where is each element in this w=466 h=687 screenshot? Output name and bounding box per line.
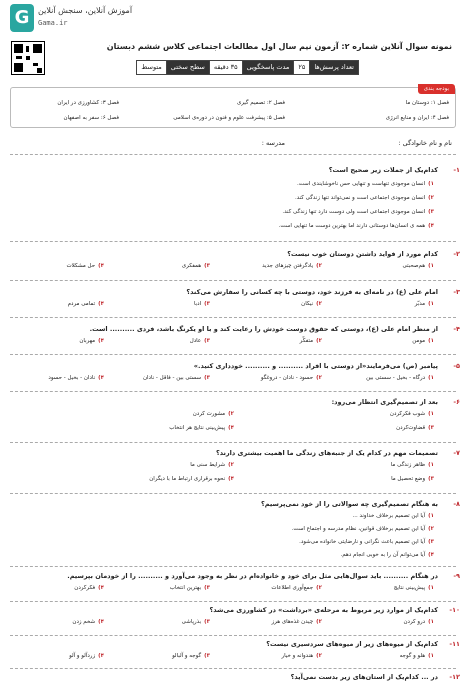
question-6 bbox=[10, 398, 460, 438]
divider bbox=[10, 635, 456, 636]
question-text: از منظر امام علی (ع)، دوستی که حقوق دوست خودش را رعایت کند و با او یکرنگ باشد، فردی .......... است. bbox=[89, 325, 438, 333]
question-5 bbox=[10, 362, 460, 387]
option-4[interactable]: ۴)شخم زدن bbox=[72, 619, 104, 625]
name-label: نام و نام خانوادگی : bbox=[398, 139, 452, 147]
question-9 bbox=[10, 572, 460, 597]
stat-duration-label: مدت پاسخگویی bbox=[242, 61, 294, 74]
option-3[interactable]: ۳)سستی بین - فاقل - نادان bbox=[142, 375, 210, 381]
option-4[interactable]: ۴)نادان - بخیل - حسود bbox=[48, 375, 104, 381]
question-text: کدام‌یک از موارد زیر مربوط به مرحله‌ی «برداشت» در کشاورزی می‌شد؟ bbox=[209, 606, 438, 614]
stat-duration-value: ۳۵ دقیقه bbox=[209, 61, 242, 74]
question-3 bbox=[10, 288, 460, 313]
question-number: ۷- bbox=[453, 449, 460, 457]
option-4[interactable]: ۴)پیش‌بینی نتایج هر انتخاب bbox=[169, 425, 234, 431]
question-number: ۳- bbox=[453, 288, 460, 296]
question-7 bbox=[10, 449, 460, 489]
topic-item: فصل ۶: سفر به اصفهان bbox=[63, 115, 119, 121]
question-text: در هنگام .......... باید سوال‌هایی مثل برای خود و خانواده‌ام در نظر به وجود می‌آورد و .......... را از خودمان بپرسیم. bbox=[67, 572, 438, 580]
stat-count-value: ۲۵ bbox=[293, 61, 309, 74]
option-1[interactable]: ۱)شوب فکرکردن bbox=[389, 411, 434, 417]
option-1[interactable]: ۱)مومن bbox=[412, 338, 434, 344]
option-2[interactable]: ۲)جمع‌آوری اطلاعات bbox=[271, 585, 322, 591]
question-number: ۲- bbox=[453, 250, 460, 258]
brand-slogan: آموزش آنلاین، سنجش آنلاین bbox=[38, 6, 133, 15]
option-1[interactable]: ۱)آیا این تصمیم برخلاف خداوند ... bbox=[352, 513, 434, 519]
option-3[interactable]: ۳)همفکری bbox=[181, 263, 210, 269]
divider bbox=[10, 391, 456, 392]
option-3[interactable]: ۳)آیا این تصمیم باعث نگرانی و نارضایتی خانواده می‌شود. bbox=[299, 539, 434, 545]
topic-item: فصل ۴: ایران و منابع انرژی bbox=[385, 115, 449, 121]
question-number: ۶- bbox=[453, 398, 460, 406]
stat-difficulty-label: سطح سختی bbox=[166, 61, 209, 74]
question-text: بعد از تصمیم‌گیری انتظار می‌رود: bbox=[331, 398, 438, 406]
divider bbox=[10, 442, 456, 443]
question-number: ۱۲- bbox=[449, 673, 460, 681]
question-text: کدام‌یک از جملات زیر صحیح است؟ bbox=[328, 166, 438, 174]
question-text: به هنگام تصمیم‌گیری چه سوالاتی را از خود نمی‌پرسیم؟ bbox=[260, 500, 438, 508]
option-2[interactable]: ۲)متفکّر bbox=[299, 338, 322, 344]
exam-stats bbox=[136, 60, 359, 75]
topic-item: فصل ۳: کشاورزی در ایران bbox=[57, 100, 119, 106]
divider bbox=[10, 668, 456, 669]
option-4[interactable]: ۴)نحوه برقراری ارتباط ما با دیگران bbox=[149, 476, 234, 482]
brand-site: Gama.ir bbox=[38, 19, 68, 27]
option-3[interactable]: ۳)وضع تحصیل ما bbox=[391, 476, 434, 482]
question-number: ۱۰- bbox=[449, 606, 460, 614]
option-2[interactable]: ۲)یادگرفتن چیزهای جدید bbox=[262, 263, 322, 269]
option-4[interactable]: ۴)آیا می‌توانم آن را به خوبی انجام دهم. bbox=[340, 552, 434, 558]
option-2[interactable]: ۲)شرایط سنی ما bbox=[190, 462, 234, 468]
option-3[interactable]: ۳)گوجه و آلبالو bbox=[172, 653, 210, 659]
option-1[interactable]: ۱)پیش‌بینی نتایج bbox=[393, 585, 434, 591]
option-2[interactable]: ۲)هندوانه و خیار bbox=[281, 653, 322, 659]
question-number: ۱- bbox=[453, 166, 460, 174]
divider bbox=[10, 354, 456, 355]
topics-badge: بودجه بندی bbox=[418, 84, 455, 94]
option-1[interactable]: ۱)هلو و گوجه bbox=[399, 653, 434, 659]
option-2[interactable]: ۲)مشورت کردن bbox=[192, 411, 234, 417]
option-4[interactable]: ۴)همه ی انسان‌ها دوستانی دارند اما بهترین دوست ما تنهایی است. bbox=[278, 223, 434, 229]
divider bbox=[10, 566, 456, 567]
question-text: تصمیمات مهم در کدام یک از جنبه‌های زندگی ما اهمیت بیشتری دارند؟ bbox=[215, 449, 438, 457]
option-3[interactable]: ۳)بهترین انتخاب bbox=[169, 585, 210, 591]
question-8 bbox=[10, 500, 460, 565]
question-number: ۵- bbox=[453, 362, 460, 370]
exam-title: نمونه سوال آنلاین شماره ۲: آزمون نیم سال اول مطالعات اجتماعی کلاس ششم دبستان bbox=[106, 42, 452, 51]
option-3[interactable]: ۳)ادبا bbox=[193, 301, 210, 307]
option-2[interactable]: ۲)آیا این تصمیم برخلاف قوانین، نظام مدرسه و اجتماع است. bbox=[291, 526, 434, 532]
stat-difficulty-value: متوسط bbox=[141, 63, 162, 71]
option-1[interactable]: ۱)انسان موجودی تنهاست و تنهایی حس ناخوشایندی است. bbox=[297, 181, 434, 187]
student-meta bbox=[14, 139, 452, 151]
option-1[interactable]: ۱)مدبّر bbox=[414, 301, 434, 307]
question-text: کدام مورد از فواید داشتن دوستان خوب نیست؟ bbox=[287, 250, 438, 258]
divider bbox=[10, 601, 456, 602]
question-12 bbox=[10, 673, 460, 685]
option-2[interactable]: ۲)حسود - نادان - دروغگو bbox=[260, 375, 322, 381]
school-label: مدرسه : bbox=[261, 139, 285, 147]
question-number: ۴- bbox=[453, 325, 460, 333]
question-number: ۹- bbox=[453, 572, 460, 580]
question-text: امام علی (ع) در نامه‌ای به فرزند خود، دوستی با چه کسانی را سفارش می‌کند؟ bbox=[186, 288, 438, 296]
divider bbox=[10, 241, 456, 242]
option-3[interactable]: ۳)بذرپاشی bbox=[181, 619, 210, 625]
option-2[interactable]: ۲)چیدن غذه‌های هرز bbox=[271, 619, 322, 625]
stat-count-label: تعداد پرسش‌ها bbox=[309, 61, 358, 74]
question-text: کدام‌یک از میوه‌های زیر از میوه‌های سردسیری نیست؟ bbox=[266, 640, 438, 648]
option-4[interactable]: ۴)زردآلو و آلو bbox=[69, 653, 104, 659]
question-2 bbox=[10, 250, 460, 275]
option-2[interactable]: ۲)نیکان bbox=[301, 301, 322, 307]
question-1 bbox=[10, 166, 460, 236]
divider bbox=[10, 154, 456, 155]
topic-item: فصل ۲: تصمیم گیری bbox=[236, 100, 285, 106]
question-10 bbox=[10, 606, 460, 631]
qr-code-icon bbox=[11, 41, 45, 75]
option-4[interactable]: ۴)مهربان bbox=[79, 338, 104, 344]
option-3[interactable]: ۳)عادل bbox=[189, 338, 210, 344]
question-11 bbox=[10, 640, 460, 665]
question-number: ۱۱- bbox=[449, 640, 460, 648]
question-4 bbox=[10, 325, 460, 350]
question-number: ۸- bbox=[453, 500, 460, 508]
option-4[interactable]: ۴)تمامی مردم bbox=[67, 301, 104, 307]
option-1[interactable]: ۱)هم‌صحبتی bbox=[402, 263, 434, 269]
option-4[interactable]: ۴)فکرکردن bbox=[74, 585, 104, 591]
question-text: در ... کدام‌یک از استان‌های زیر بدست نمی‌آید؟ bbox=[290, 673, 438, 681]
question-text: پیامبر (ص) می‌فرمایند«از دوستی با افراد .......... و .......... خودداری کنید.» bbox=[193, 362, 438, 370]
brand-header bbox=[10, 4, 133, 34]
divider bbox=[10, 280, 456, 281]
gama-logo-icon: G bbox=[10, 4, 34, 32]
divider bbox=[10, 493, 456, 494]
topics-box bbox=[10, 87, 456, 128]
option-2[interactable]: ۲)انسان موجودی اجتماعی است و نمی‌تواند تنها زندگی کند. bbox=[294, 195, 434, 201]
option-4[interactable]: ۴)حل مشکلات bbox=[66, 263, 104, 269]
option-1[interactable]: ۱)ظاهر زندگی ما bbox=[390, 462, 434, 468]
topic-item: فصل ۱: دوستان ما bbox=[405, 100, 449, 106]
option-3[interactable]: ۳)قضاوت‌کردن bbox=[396, 425, 434, 431]
divider bbox=[10, 317, 456, 318]
option-1[interactable]: ۱)درو کردن bbox=[403, 619, 434, 625]
topic-item: فصل ۵: پیشرفت علوم و فنون در دوره‌ی اسلامی bbox=[173, 115, 285, 121]
option-1[interactable]: ۱)درگاه - بخیل - سستی بین bbox=[366, 375, 434, 381]
option-3[interactable]: ۳)انسان موجودی اجتماعی است ولی دوست دارد تنها زندگی کند. bbox=[282, 209, 434, 215]
